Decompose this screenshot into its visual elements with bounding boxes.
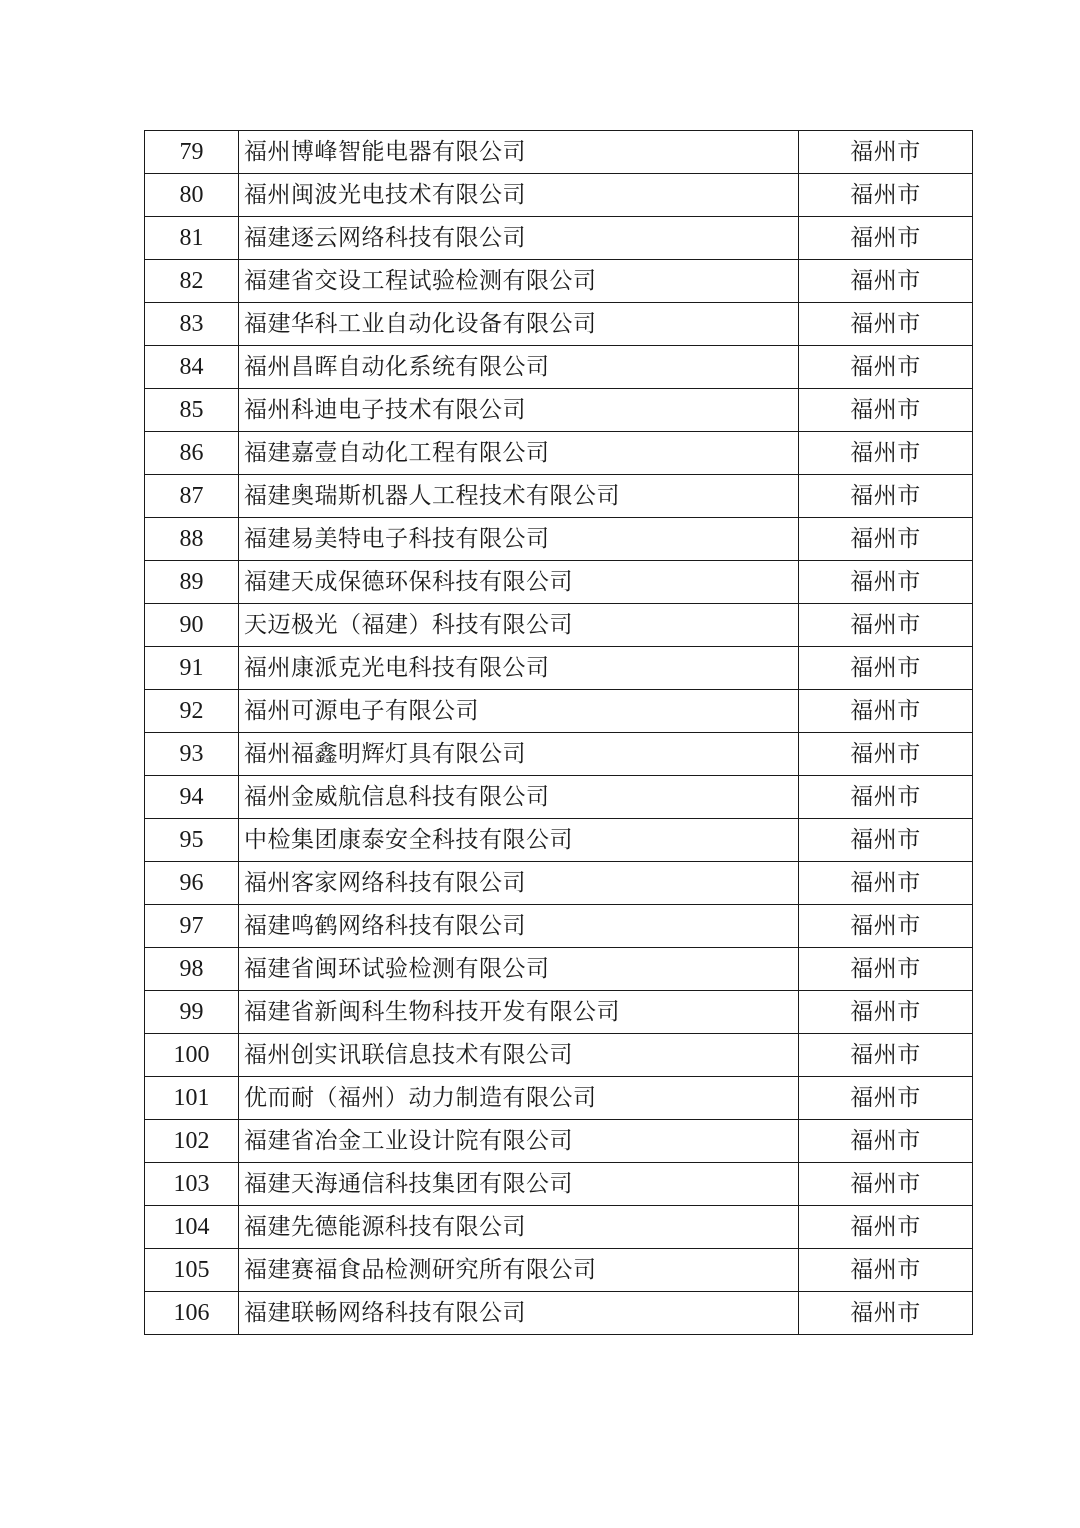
company-name: 福州昌晖自动化系统有限公司 <box>239 346 799 389</box>
city-name: 福州市 <box>799 217 973 260</box>
table-row <box>145 1292 973 1335</box>
row-number: 106 <box>145 1292 239 1335</box>
table-row <box>145 1163 973 1206</box>
city-name: 福州市 <box>799 346 973 389</box>
city-name: 福州市 <box>799 1034 973 1077</box>
city-name: 福州市 <box>799 948 973 991</box>
city-name: 福州市 <box>799 776 973 819</box>
row-number: 82 <box>145 260 239 303</box>
table-row <box>145 733 973 776</box>
row-number: 84 <box>145 346 239 389</box>
company-name: 福建省新闽科生物科技开发有限公司 <box>239 991 799 1034</box>
table-row <box>145 776 973 819</box>
table-row <box>145 432 973 475</box>
row-number: 92 <box>145 690 239 733</box>
company-name: 福建省闽环试验检测有限公司 <box>239 948 799 991</box>
row-number: 95 <box>145 819 239 862</box>
row-number: 96 <box>145 862 239 905</box>
table-row <box>145 905 973 948</box>
company-name: 福州福鑫明辉灯具有限公司 <box>239 733 799 776</box>
company-name: 优而耐（福州）动力制造有限公司 <box>239 1077 799 1120</box>
row-number: 83 <box>145 303 239 346</box>
table-row <box>145 389 973 432</box>
city-name: 福州市 <box>799 604 973 647</box>
company-name: 中检集团康泰安全科技有限公司 <box>239 819 799 862</box>
company-name: 福建鸣鹤网络科技有限公司 <box>239 905 799 948</box>
company-table <box>144 130 973 1335</box>
row-number: 91 <box>145 647 239 690</box>
company-name: 福建奥瑞斯机器人工程技术有限公司 <box>239 475 799 518</box>
row-number: 79 <box>145 131 239 174</box>
table-row <box>145 303 973 346</box>
company-name: 福州闽波光电技术有限公司 <box>239 174 799 217</box>
city-name: 福州市 <box>799 862 973 905</box>
city-name: 福州市 <box>799 1163 973 1206</box>
table-row <box>145 604 973 647</box>
table-row <box>145 260 973 303</box>
city-name: 福州市 <box>799 1292 973 1335</box>
row-number: 80 <box>145 174 239 217</box>
row-number: 104 <box>145 1206 239 1249</box>
city-name: 福州市 <box>799 1206 973 1249</box>
company-name: 福建天成保德环保科技有限公司 <box>239 561 799 604</box>
city-name: 福州市 <box>799 991 973 1034</box>
row-number: 93 <box>145 733 239 776</box>
row-number: 103 <box>145 1163 239 1206</box>
company-name: 福建省冶金工业设计院有限公司 <box>239 1120 799 1163</box>
table-row <box>145 1249 973 1292</box>
company-name: 福州创实讯联信息技术有限公司 <box>239 1034 799 1077</box>
company-name: 福建易美特电子科技有限公司 <box>239 518 799 561</box>
row-number: 99 <box>145 991 239 1034</box>
row-number: 94 <box>145 776 239 819</box>
company-name: 福州康派克光电科技有限公司 <box>239 647 799 690</box>
company-name: 福建先德能源科技有限公司 <box>239 1206 799 1249</box>
company-name: 福州客家网络科技有限公司 <box>239 862 799 905</box>
company-list-page <box>144 130 972 1335</box>
table-row <box>145 131 973 174</box>
city-name: 福州市 <box>799 432 973 475</box>
city-name: 福州市 <box>799 260 973 303</box>
company-name: 福建省交设工程试验检测有限公司 <box>239 260 799 303</box>
company-name: 福州金威航信息科技有限公司 <box>239 776 799 819</box>
table-row <box>145 475 973 518</box>
city-name: 福州市 <box>799 905 973 948</box>
company-name: 天迈极光（福建）科技有限公司 <box>239 604 799 647</box>
city-name: 福州市 <box>799 647 973 690</box>
company-name: 福建嘉壹自动化工程有限公司 <box>239 432 799 475</box>
row-number: 105 <box>145 1249 239 1292</box>
row-number: 81 <box>145 217 239 260</box>
table-row <box>145 690 973 733</box>
row-number: 100 <box>145 1034 239 1077</box>
city-name: 福州市 <box>799 131 973 174</box>
row-number: 98 <box>145 948 239 991</box>
company-name: 福州科迪电子技术有限公司 <box>239 389 799 432</box>
row-number: 86 <box>145 432 239 475</box>
table-row <box>145 991 973 1034</box>
city-name: 福州市 <box>799 819 973 862</box>
table-row <box>145 862 973 905</box>
company-name: 福州博峰智能电器有限公司 <box>239 131 799 174</box>
row-number: 101 <box>145 1077 239 1120</box>
city-name: 福州市 <box>799 690 973 733</box>
row-number: 87 <box>145 475 239 518</box>
table-row <box>145 346 973 389</box>
table-row <box>145 1206 973 1249</box>
city-name: 福州市 <box>799 303 973 346</box>
table-row <box>145 174 973 217</box>
city-name: 福州市 <box>799 733 973 776</box>
city-name: 福州市 <box>799 475 973 518</box>
city-name: 福州市 <box>799 561 973 604</box>
company-name: 福建联畅网络科技有限公司 <box>239 1292 799 1335</box>
table-row <box>145 819 973 862</box>
company-name: 福建天海通信科技集团有限公司 <box>239 1163 799 1206</box>
company-table-body <box>145 131 973 1335</box>
table-row <box>145 647 973 690</box>
company-name: 福建逐云网络科技有限公司 <box>239 217 799 260</box>
city-name: 福州市 <box>799 1249 973 1292</box>
company-name: 福建华科工业自动化设备有限公司 <box>239 303 799 346</box>
city-name: 福州市 <box>799 174 973 217</box>
city-name: 福州市 <box>799 1077 973 1120</box>
company-name: 福州可源电子有限公司 <box>239 690 799 733</box>
table-row <box>145 948 973 991</box>
row-number: 102 <box>145 1120 239 1163</box>
table-row <box>145 217 973 260</box>
table-row <box>145 1034 973 1077</box>
city-name: 福州市 <box>799 389 973 432</box>
row-number: 88 <box>145 518 239 561</box>
company-name: 福建赛福食品检测研究所有限公司 <box>239 1249 799 1292</box>
city-name: 福州市 <box>799 518 973 561</box>
table-row <box>145 1120 973 1163</box>
table-row <box>145 1077 973 1120</box>
table-row <box>145 518 973 561</box>
table-row <box>145 561 973 604</box>
row-number: 85 <box>145 389 239 432</box>
row-number: 89 <box>145 561 239 604</box>
city-name: 福州市 <box>799 1120 973 1163</box>
row-number: 97 <box>145 905 239 948</box>
row-number: 90 <box>145 604 239 647</box>
